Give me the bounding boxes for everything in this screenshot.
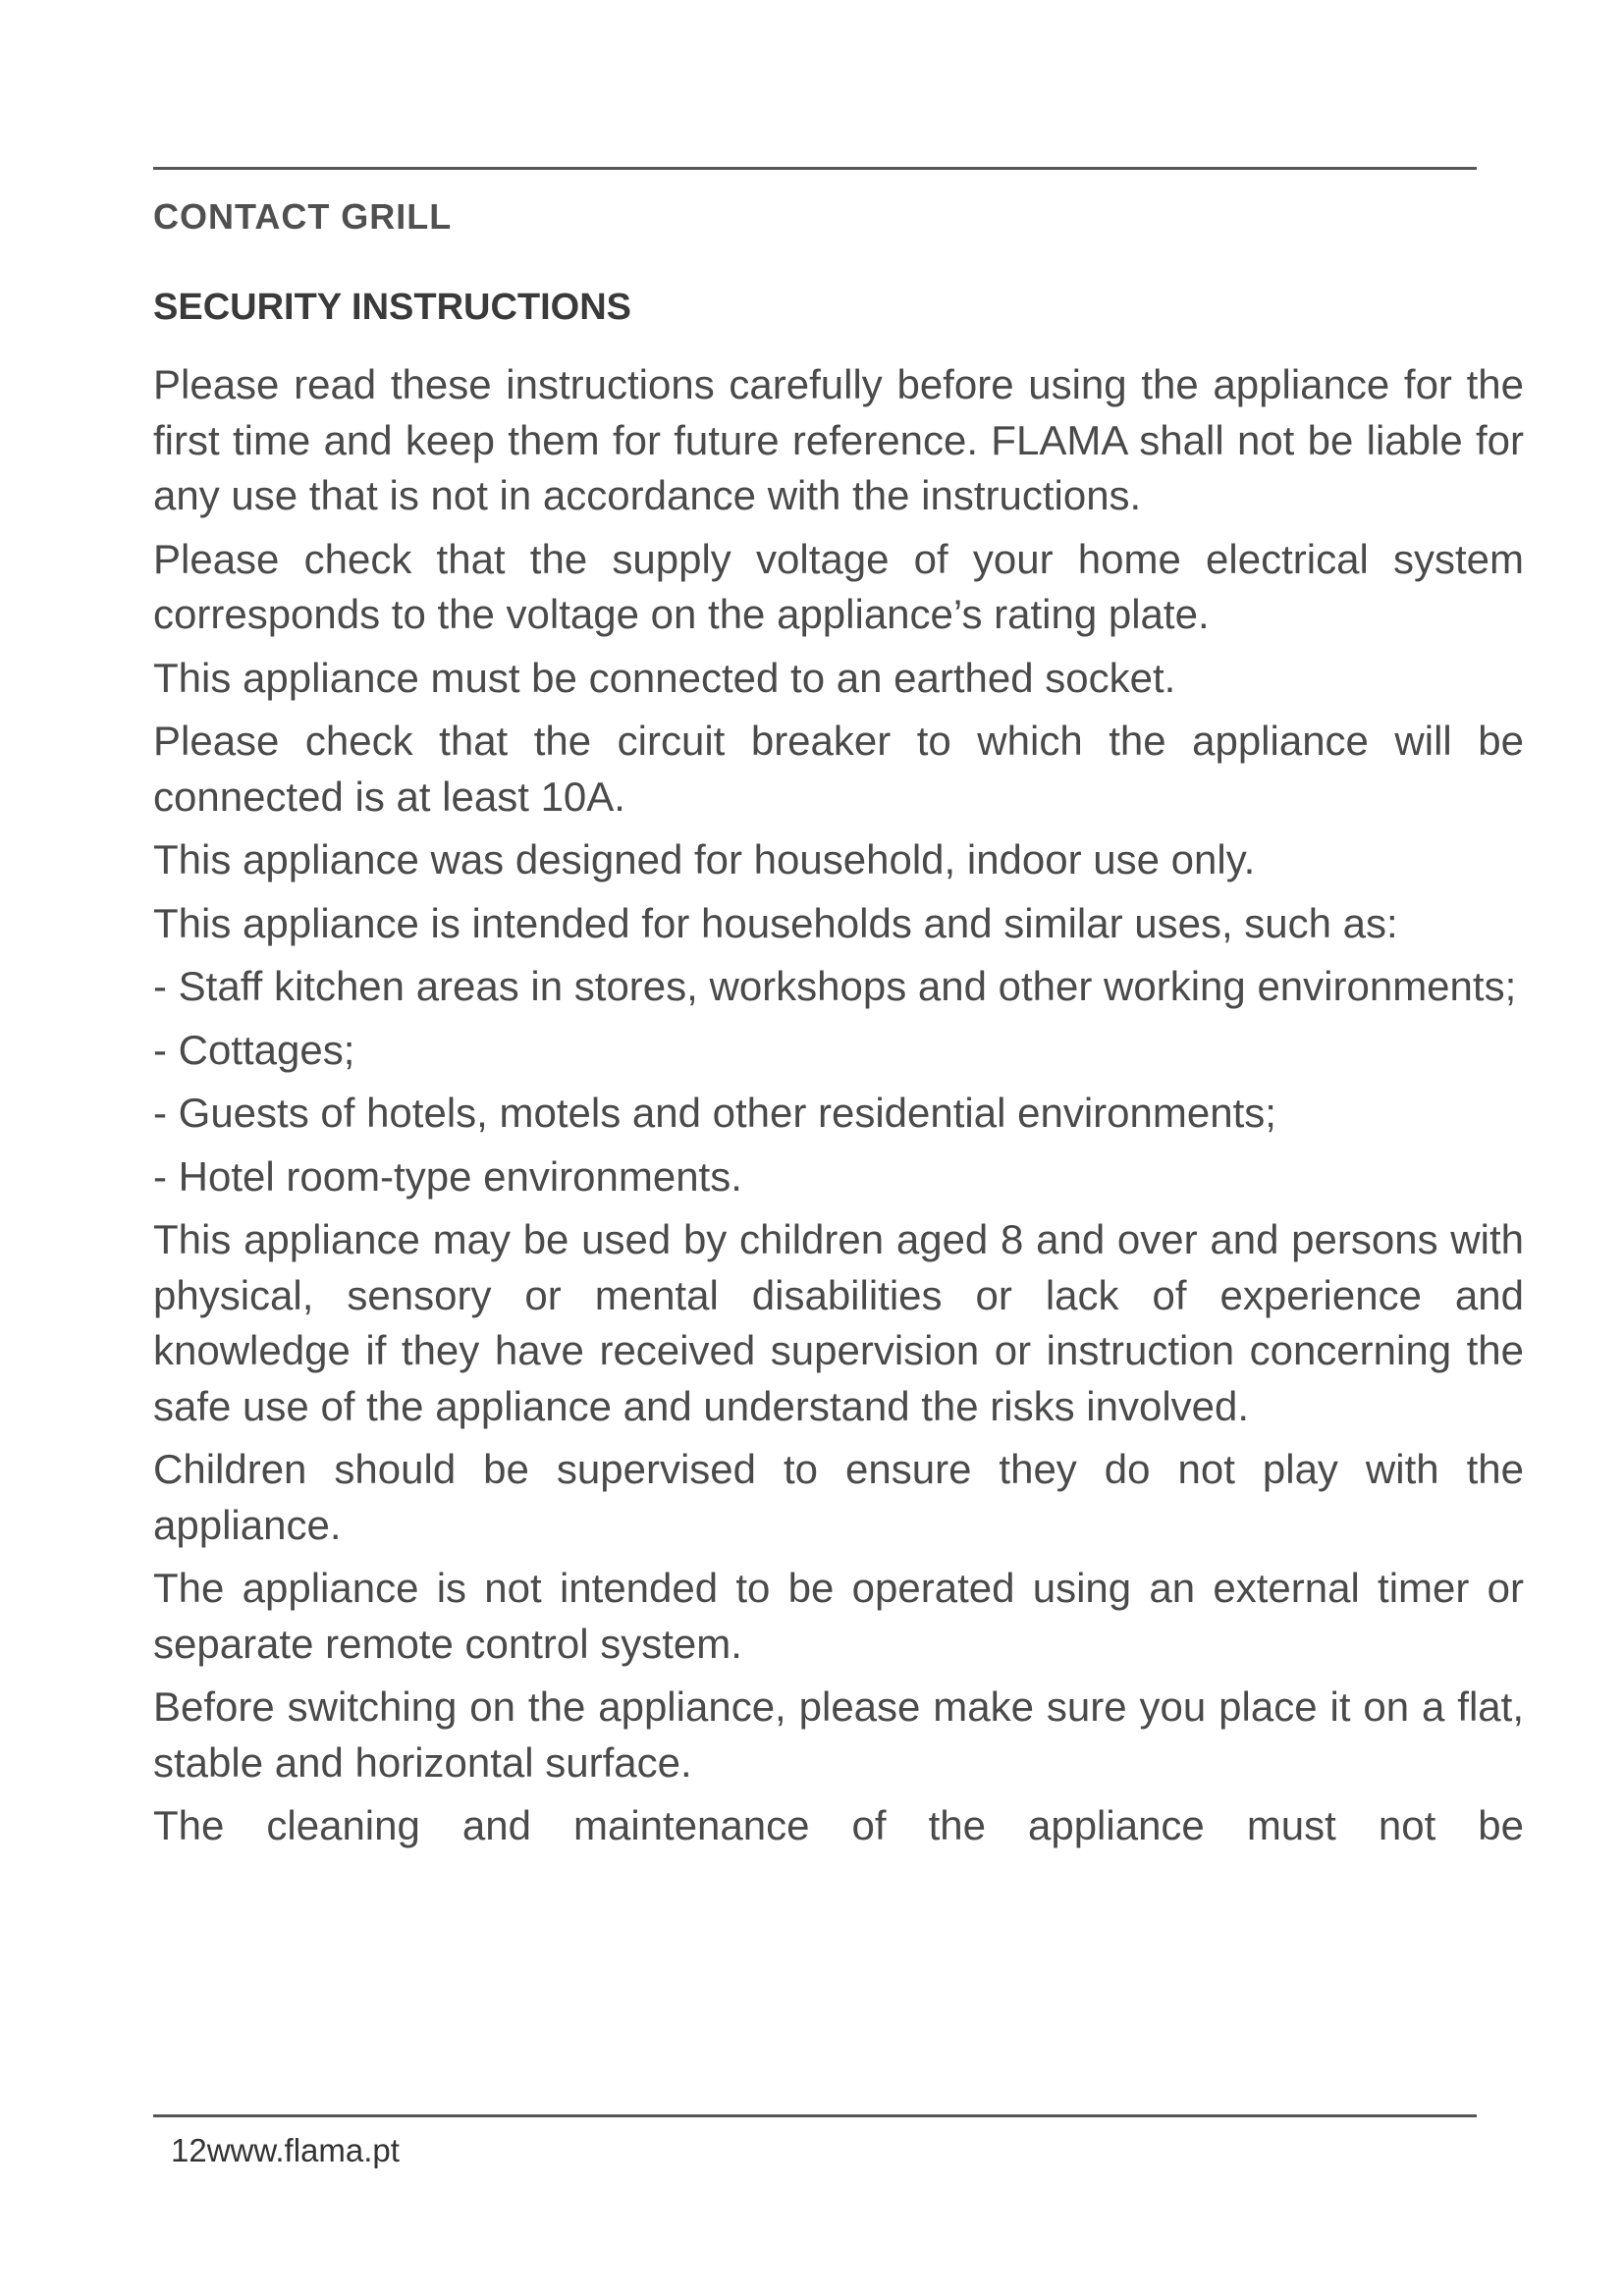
paragraph-supply-voltage: Please check that the supply voltage of your home electrical system corresponds to the voltage on the appliance’s rating plate.	[153, 535, 1524, 637]
footer-divider	[153, 2114, 1477, 2117]
page-title: SECURITY INSTRUCTIONS	[153, 287, 632, 328]
paragraph-household-use: This appliance was designed for household, indoor use only.	[153, 836, 1256, 882]
list-item-hotel-rooms: - Hotel room-type environments.	[153, 1152, 742, 1200]
paragraph-cleaning-maintenance: The cleaning and maintenance of the appliance must not be	[153, 1802, 1524, 1848]
paragraph-circuit-breaker: Please check that the circuit breaker to which the appliance will be connected is at least 10A.	[153, 718, 1524, 820]
paragraph-children-disabilities: This appliance may be used by children aged 8 and over and persons with physical, sensory or mental disabilities or lack of experience and knowledge if they have received supervision or instruction concerning the safe use of the appliance and understand the risks involved.	[153, 1216, 1524, 1429]
body-text	[153, 357, 1524, 1854]
header-divider	[153, 167, 1477, 170]
list-item-staff-kitchen: - Staff kitchen areas in stores, workshops and other working environments;	[153, 963, 1517, 1009]
paragraph-earthed-socket: This appliance must be connected to an earthed socket.	[153, 654, 1176, 701]
list-item-hotel-guests: - Guests of hotels, motels and other residential environments;	[153, 1090, 1276, 1136]
paragraph-intended-uses: This appliance is intended for households and similar uses, such as:	[153, 899, 1398, 946]
list-item-cottages: - Cottages;	[153, 1026, 355, 1073]
paragraph-flat-surface: Before switching on the appliance, please make sure you place it on a flat, stable and horizontal surface.	[153, 1683, 1524, 1786]
paragraph-children-supervision: Children should be supervised to ensure they do not play with the appliance.	[153, 1446, 1524, 1548]
paragraph-read-instructions: Please read these instructions carefully before using the appliance for the first time and keep them for future reference. FLAMA shall not be liable for any use that is not in accordance with the instructions.	[153, 361, 1524, 518]
paragraph-external-timer: The appliance is not intended to be operated using an external timer or separate remote control system.	[153, 1565, 1524, 1667]
footer-page-number-website: 12www.flama.pt	[171, 2132, 400, 2168]
section-label: CONTACT GRILL	[153, 196, 453, 237]
